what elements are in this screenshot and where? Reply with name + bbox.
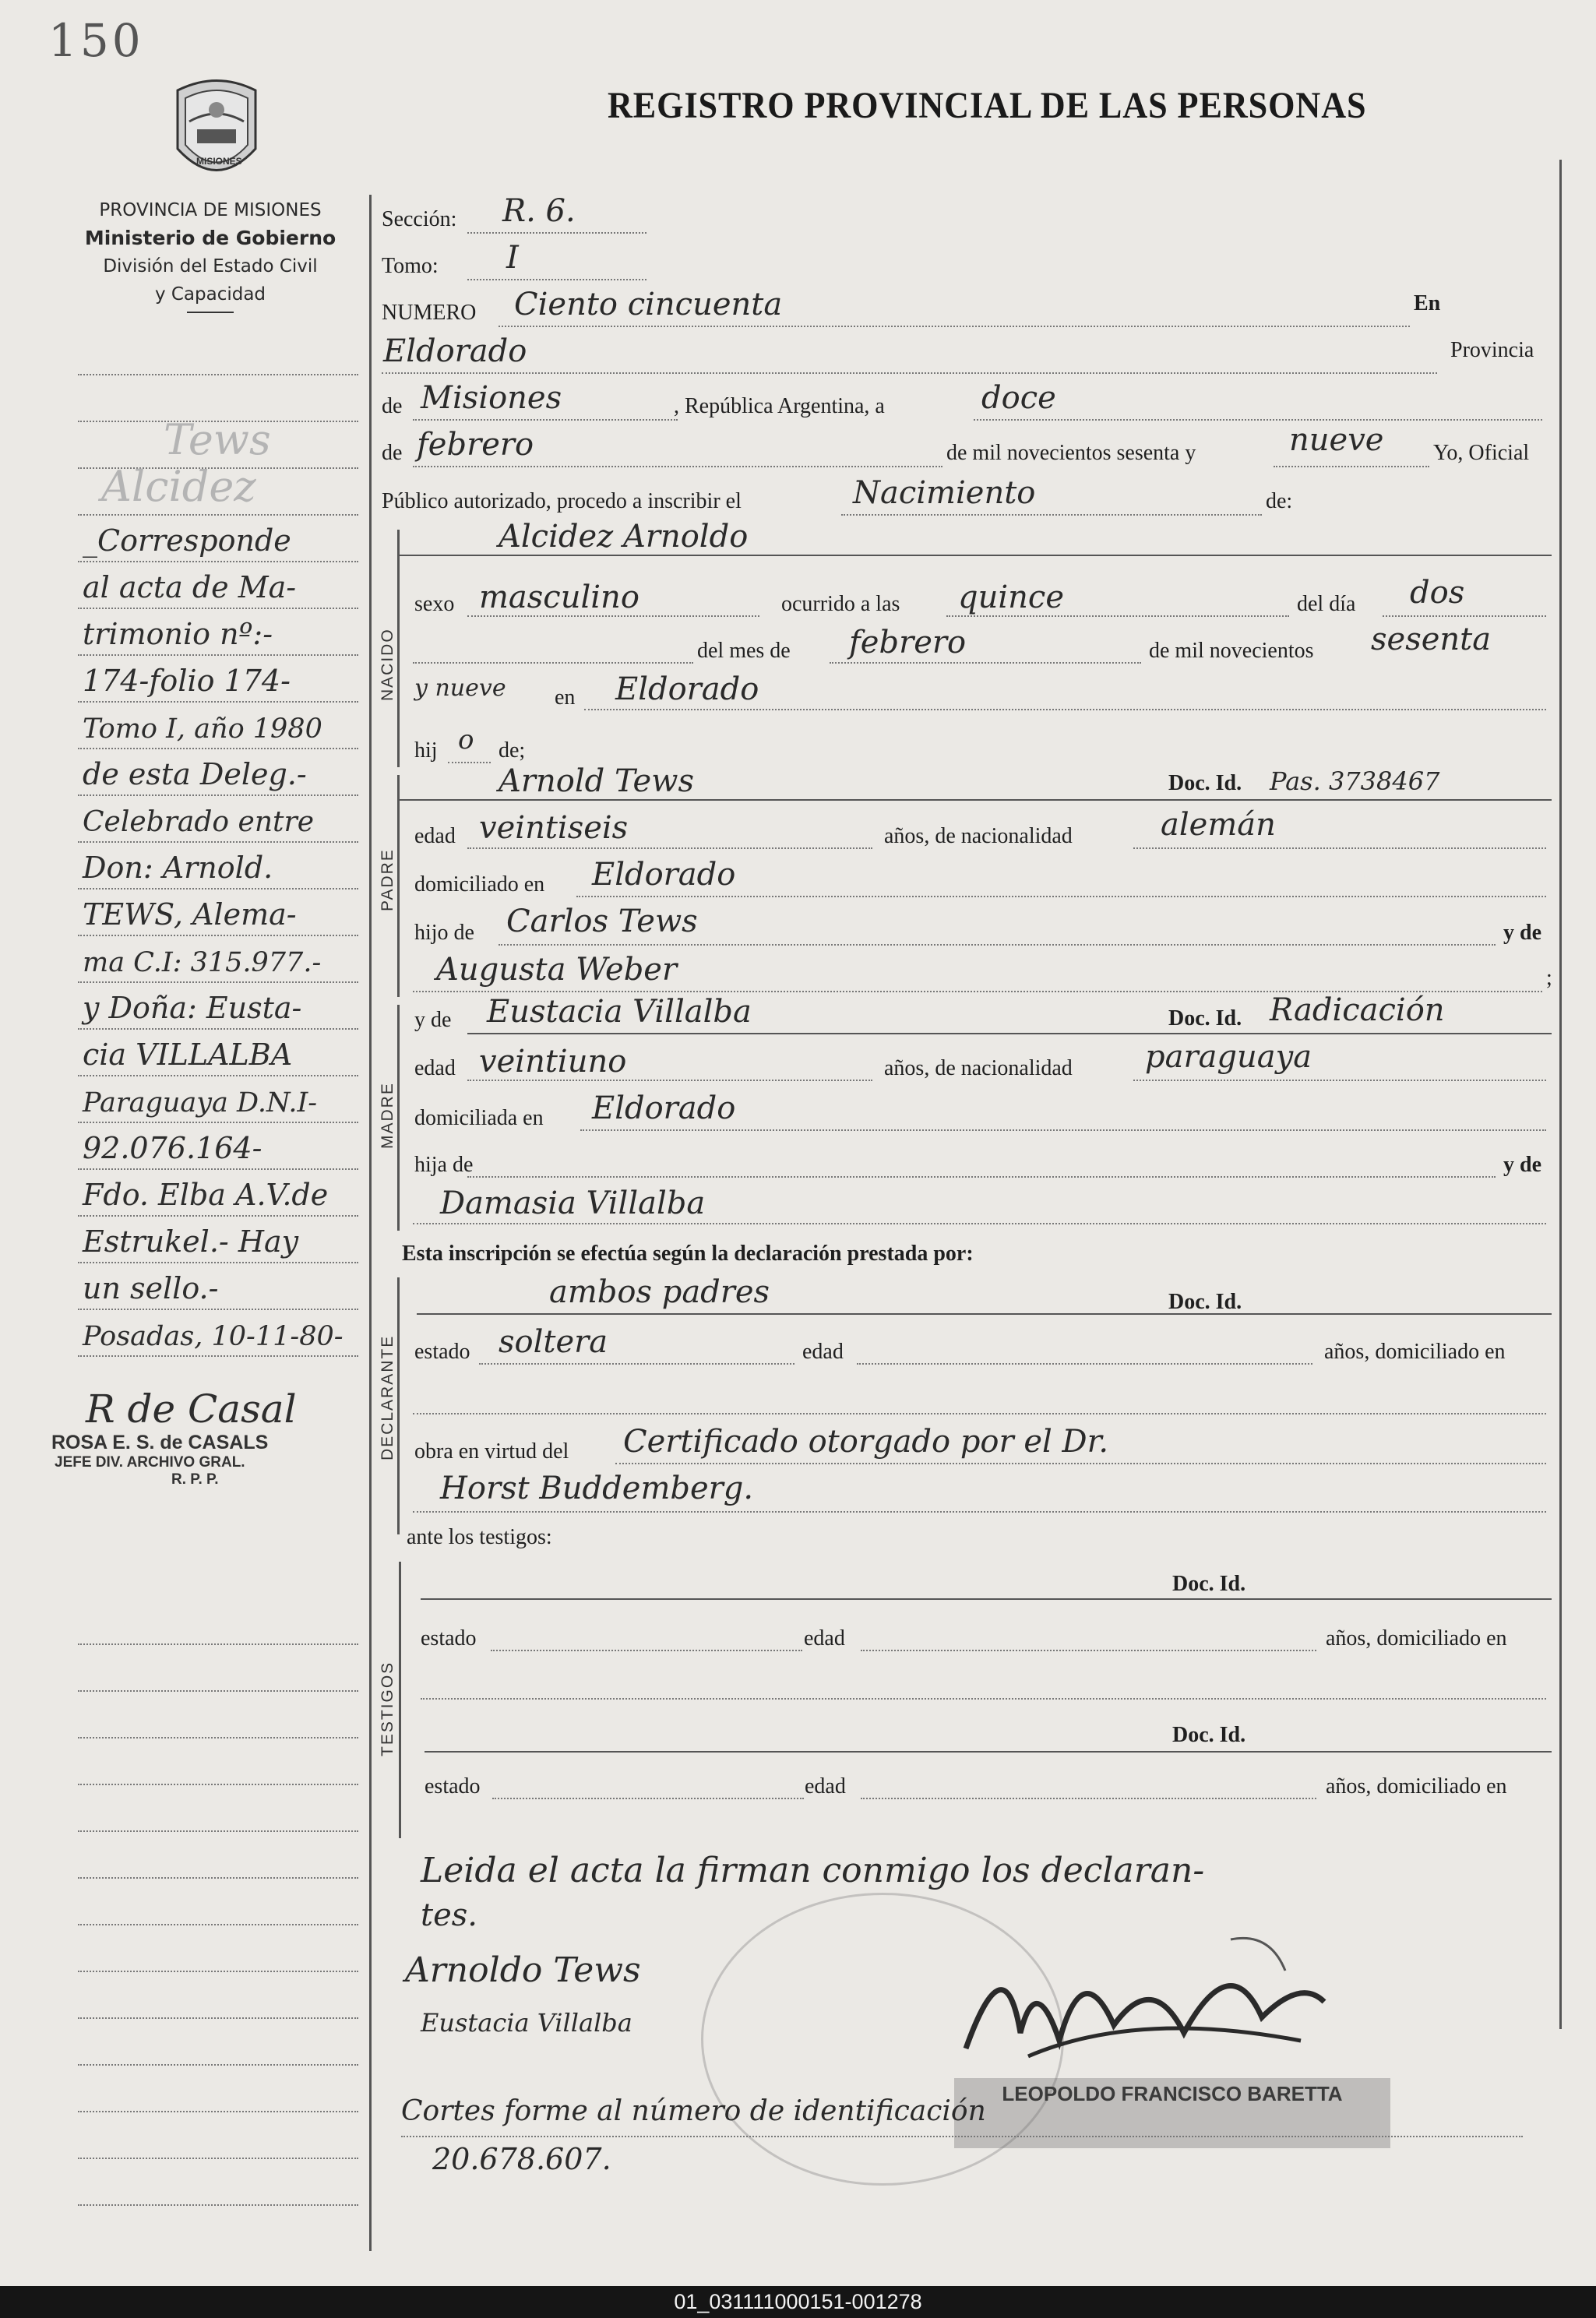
label-de-colon: de: bbox=[1266, 489, 1293, 513]
value-madre-doc: Radicación bbox=[1270, 992, 1445, 1028]
note-line bbox=[78, 327, 358, 375]
margin-text: cia VILLALBA bbox=[83, 1037, 293, 1072]
certification-number: 20.678.607. bbox=[432, 2142, 611, 2176]
label-doc-id: Doc. Id. bbox=[1168, 771, 1242, 795]
value-dia: doce bbox=[981, 380, 1056, 416]
margin-signature-block bbox=[51, 1386, 297, 1488]
margin-text: al acta de Ma- bbox=[83, 570, 297, 604]
field-line bbox=[421, 1698, 1546, 1700]
label-edad: edad bbox=[802, 1340, 844, 1364]
value-acto: Nacimiento bbox=[853, 475, 1036, 511]
field-line bbox=[584, 709, 1546, 710]
field-line bbox=[1383, 615, 1546, 617]
ministry-name: Ministerio de Gobierno bbox=[84, 227, 336, 249]
value-padre-edad: veintiseis bbox=[479, 810, 629, 846]
signature-father: Arnoldo Tews bbox=[405, 1950, 641, 1990]
field-line bbox=[830, 662, 1141, 664]
note-line bbox=[78, 1168, 358, 1217]
value-madre-nac: paraguaya bbox=[1145, 1039, 1312, 1075]
section-bracket bbox=[397, 775, 400, 997]
field-line bbox=[576, 896, 1546, 897]
field-line bbox=[467, 615, 759, 617]
value-sexo: masculino bbox=[479, 580, 639, 615]
label-y-de: y de bbox=[1503, 921, 1541, 945]
label-edad: edad bbox=[414, 1056, 456, 1080]
label-mil-novecientos: de mil novecientos sesenta y bbox=[946, 441, 1196, 465]
label-estado: estado bbox=[425, 1774, 481, 1798]
label-yo-oficial: Yo, Oficial bbox=[1433, 441, 1530, 465]
field-line bbox=[448, 762, 491, 763]
field-line bbox=[1133, 847, 1546, 849]
margin-text: 174-folio 174- bbox=[83, 664, 291, 698]
label-de-semi: de; bbox=[499, 738, 526, 763]
label-hijo-de: hijo de bbox=[414, 921, 474, 945]
value-mes: febrero bbox=[417, 427, 534, 463]
label-tomo: Tomo: bbox=[382, 254, 439, 278]
division-name-2: y Capacidad bbox=[154, 284, 266, 305]
field-line bbox=[467, 1033, 1552, 1034]
value-hora: quince bbox=[958, 580, 1064, 615]
label-hij: hij bbox=[414, 738, 438, 763]
note-line bbox=[78, 1215, 358, 1263]
margin-text: TEWS, Alema- bbox=[83, 897, 297, 932]
certification-line: Cortes forme al número de identificación bbox=[401, 2095, 986, 2127]
label-anos-nac: años, de nacionalidad bbox=[884, 824, 1073, 848]
label-del-dia: del día bbox=[1297, 592, 1356, 616]
field-line bbox=[467, 847, 872, 849]
right-border bbox=[1559, 160, 1562, 2029]
margin-text: 92.076.164- bbox=[83, 1131, 262, 1165]
value-anio-nac-b: y nueve bbox=[414, 675, 506, 702]
label-semicolon: ; bbox=[1546, 966, 1552, 990]
label-doc-id: Doc. Id. bbox=[1168, 1290, 1242, 1314]
note-line bbox=[78, 608, 358, 656]
margin-text: trimonio nº:- bbox=[83, 617, 273, 651]
field-line bbox=[421, 1598, 1552, 1600]
value-abuela-p: Augusta Weber bbox=[436, 952, 678, 988]
margin-text: ma C.I: 315.977.- bbox=[83, 947, 322, 978]
margin-text: Celebrado entre bbox=[83, 806, 315, 838]
label-doc-id: Doc. Id. bbox=[1172, 1572, 1246, 1596]
label-ocurrido: ocurrido a las bbox=[781, 592, 900, 616]
margin-text: Paraguaya D.N.I- bbox=[83, 1087, 318, 1118]
label-edad: edad bbox=[804, 1626, 845, 1650]
margin-signature: R de Casal bbox=[86, 1386, 297, 1432]
label-y-de: y de bbox=[1503, 1153, 1541, 1177]
note-line bbox=[78, 1643, 358, 1692]
province-name: PROVINCIA DE MISIONES bbox=[99, 200, 322, 220]
section-bracket bbox=[397, 1277, 400, 1534]
label-seccion: Sección: bbox=[382, 207, 457, 231]
label-sexo: sexo bbox=[414, 592, 455, 616]
margin-divider bbox=[369, 195, 372, 2251]
registrar-signature-icon bbox=[935, 1924, 1340, 2091]
field-line bbox=[401, 2136, 1523, 2137]
field-line bbox=[974, 419, 1542, 421]
provincial-seal-icon bbox=[162, 75, 271, 190]
margin-text: Posadas, 10-11-80- bbox=[83, 1321, 344, 1352]
field-line bbox=[841, 514, 1262, 516]
field-line bbox=[397, 799, 1552, 801]
note-line bbox=[78, 2064, 358, 2112]
closing-line-2: tes. bbox=[421, 1897, 477, 1933]
field-line bbox=[382, 372, 1437, 374]
label-testigos: ante los testigos: bbox=[407, 1525, 552, 1549]
label-publico: Público autorizado, procedo a inscribir el bbox=[382, 489, 742, 513]
value-padre-doc: Pas. 3738467 bbox=[1270, 766, 1440, 796]
field-line bbox=[467, 232, 647, 234]
section-label-madre: MADRE bbox=[379, 1082, 396, 1149]
section-label-declarante: DECLARANTE bbox=[379, 1334, 396, 1460]
note-line bbox=[78, 1877, 358, 1925]
division-name: División del Estado Civil bbox=[103, 256, 318, 277]
label-edad: edad bbox=[414, 824, 456, 848]
value-abuela-m: Damasia Villalba bbox=[440, 1185, 706, 1221]
field-line bbox=[491, 1650, 802, 1651]
field-line bbox=[857, 1363, 1312, 1365]
section-label-testigos: TESTIGOS bbox=[379, 1661, 396, 1756]
value-localidad: Eldorado bbox=[383, 333, 527, 369]
label-edad: edad bbox=[805, 1774, 846, 1798]
margin-text: _Corresponde bbox=[83, 523, 291, 558]
value-madre-dom: Eldorado bbox=[592, 1090, 736, 1126]
note-line bbox=[78, 2158, 358, 2206]
section-bracket bbox=[397, 1005, 400, 1231]
label-estado: estado bbox=[421, 1626, 477, 1650]
label-anos-dom: años, domiciliado en bbox=[1324, 1340, 1506, 1364]
note-line bbox=[78, 1028, 358, 1076]
note-line bbox=[78, 794, 358, 843]
note-line bbox=[78, 654, 358, 703]
field-line bbox=[499, 944, 1496, 946]
label-en-nac: en bbox=[555, 685, 576, 710]
note-line bbox=[78, 935, 358, 983]
label-en: En bbox=[1414, 291, 1441, 315]
note-line bbox=[78, 1597, 358, 1645]
field-line bbox=[467, 1176, 1496, 1178]
label-doc-id: Doc. Id. bbox=[1172, 1723, 1246, 1747]
label-y-de-madre: y de bbox=[414, 1008, 452, 1032]
value-nombre: Alcidez Arnoldo bbox=[499, 519, 749, 555]
field-line bbox=[1274, 466, 1429, 467]
value-decl-estado: soltera bbox=[499, 1324, 608, 1360]
label-del-mes: del mes de bbox=[697, 639, 791, 663]
divider bbox=[187, 312, 234, 313]
note-line bbox=[78, 888, 358, 936]
scan-id-footer: 01_031111000151-001278 bbox=[0, 2286, 1596, 2318]
note-line bbox=[78, 1830, 358, 1879]
value-padre-dom: Eldorado bbox=[592, 857, 736, 893]
label-anos-nac: años, de nacionalidad bbox=[884, 1056, 1073, 1080]
field-line bbox=[413, 1511, 1546, 1513]
value-tomo: I bbox=[506, 240, 519, 276]
margin-surname: Tews bbox=[164, 415, 271, 464]
value-declarante: ambos padres bbox=[549, 1274, 770, 1310]
note-line bbox=[78, 1924, 358, 1972]
note-line bbox=[78, 841, 358, 890]
label-doc-id: Doc. Id. bbox=[1168, 1006, 1242, 1030]
field-line bbox=[467, 279, 647, 280]
field-line bbox=[417, 1313, 1552, 1315]
field-line bbox=[946, 615, 1289, 617]
margin-text: Don: Arnold. bbox=[83, 851, 273, 885]
note-line bbox=[78, 1971, 358, 2019]
value-seccion: R. 6. bbox=[502, 193, 576, 229]
margin-text: Fdo. Elba A.V.de bbox=[83, 1178, 329, 1212]
document-title: REGISTRO PROVINCIAL DE LAS PERSONAS bbox=[608, 85, 1367, 126]
value-anio-nac-a: sesenta bbox=[1371, 622, 1492, 657]
note-line bbox=[78, 1690, 358, 1738]
margin-text: Estrukel.- Hay bbox=[83, 1224, 299, 1259]
label-domiciliado-en: domiciliado en bbox=[414, 872, 545, 897]
field-line bbox=[861, 1650, 1316, 1651]
field-line bbox=[861, 1798, 1316, 1799]
registrar-stamp: LEOPOLDO FRANCISCO BARETTA bbox=[954, 2078, 1390, 2148]
value-obra-1: Certificado otorgado por el Dr. bbox=[623, 1424, 1109, 1460]
stamp-org: R. P. P. bbox=[171, 1471, 219, 1488]
value-numero: Ciento cincuenta bbox=[514, 287, 783, 322]
value-anio: nueve bbox=[1289, 422, 1384, 458]
field-line bbox=[580, 1129, 1546, 1131]
section-bracket bbox=[397, 530, 400, 767]
value-hij-letter: o bbox=[458, 724, 474, 756]
page-number: 150 bbox=[48, 14, 144, 67]
value-dia-nac: dos bbox=[1410, 575, 1465, 611]
issuing-authority bbox=[47, 196, 374, 313]
signature-mother: Eustacia Villalba bbox=[421, 2008, 632, 2038]
stamp-role: JEFE DIV. ARCHIVO GRAL. bbox=[55, 1454, 245, 1471]
seal-text: MISIONES bbox=[196, 156, 242, 167]
section-bracket bbox=[399, 1562, 401, 1838]
margin-text: y Doña: Eusta- bbox=[83, 991, 302, 1025]
field-line bbox=[492, 1798, 804, 1799]
label-republica: , República Argentina, a bbox=[674, 394, 885, 418]
note-line bbox=[78, 1737, 358, 1785]
label-obra: obra en virtud del bbox=[414, 1439, 569, 1464]
label-de: de bbox=[382, 394, 403, 418]
note-line bbox=[78, 748, 358, 796]
label-mil-novecientos-2: de mil novecientos bbox=[1149, 639, 1314, 663]
value-abuelo-p: Carlos Tews bbox=[506, 904, 698, 939]
value-mes-nac: febrero bbox=[849, 625, 967, 661]
note-line bbox=[78, 1309, 358, 1357]
note-line bbox=[78, 2017, 358, 2066]
note-line bbox=[78, 1262, 358, 1310]
label-anos-dom: años, domiciliado en bbox=[1326, 1774, 1507, 1798]
note-line bbox=[78, 981, 358, 1030]
label-anos-dom: años, domiciliado en bbox=[1326, 1626, 1507, 1650]
section-label-padre: PADRE bbox=[379, 848, 396, 911]
field-line bbox=[499, 326, 1410, 327]
note-line bbox=[78, 462, 358, 516]
field-line bbox=[413, 1223, 1546, 1224]
label-numero: NUMERO bbox=[382, 301, 477, 325]
field-line bbox=[615, 1463, 1546, 1464]
value-padre-nac: alemán bbox=[1161, 807, 1276, 843]
margin-text: Tomo I, año 1980 bbox=[83, 713, 322, 745]
field-line bbox=[467, 1080, 872, 1081]
value-madre-nombre: Eustacia Villalba bbox=[487, 994, 752, 1030]
section-label-nacido: NACIDO bbox=[379, 628, 396, 701]
label-de-2: de bbox=[382, 441, 403, 465]
field-line bbox=[413, 466, 942, 467]
field-line bbox=[479, 1363, 794, 1365]
margin-given-name: Alcidez bbox=[101, 462, 256, 511]
stamp-name: ROSA E. S. de CASALS bbox=[51, 1432, 269, 1453]
label-provincia: Provincia bbox=[1450, 338, 1534, 362]
note-line bbox=[78, 514, 358, 562]
note-line bbox=[78, 701, 358, 749]
field-line bbox=[413, 1413, 1546, 1414]
value-madre-edad: veintiuno bbox=[479, 1044, 627, 1080]
note-line bbox=[78, 1784, 358, 1832]
label-domiciliada-en: domiciliada en bbox=[414, 1106, 544, 1130]
note-line bbox=[78, 2111, 358, 2159]
value-obra-2: Horst Buddemberg. bbox=[440, 1471, 754, 1506]
margin-text: un sello.- bbox=[83, 1271, 219, 1305]
value-lugar-nac: Eldorado bbox=[615, 671, 759, 707]
field-line bbox=[413, 662, 693, 664]
note-line bbox=[78, 1122, 358, 1170]
field-line bbox=[397, 555, 1552, 556]
note-line bbox=[78, 1075, 358, 1123]
label-hija-de: hija de bbox=[414, 1153, 474, 1177]
margin-text: de esta Deleg.- bbox=[83, 757, 307, 791]
field-line bbox=[413, 419, 678, 421]
field-line bbox=[425, 1751, 1552, 1753]
field-line bbox=[1133, 1080, 1546, 1081]
label-inscripcion: Esta inscripción se efectúa según la declaración prestada por: bbox=[402, 1242, 974, 1266]
value-provincia: Misiones bbox=[421, 380, 562, 416]
label-estado: estado bbox=[414, 1340, 470, 1364]
note-line bbox=[78, 561, 358, 609]
closing-line-1: Leida el acta la firman conmigo los declaran- bbox=[421, 1851, 1205, 1890]
value-padre-nombre: Arnold Tews bbox=[499, 763, 694, 799]
